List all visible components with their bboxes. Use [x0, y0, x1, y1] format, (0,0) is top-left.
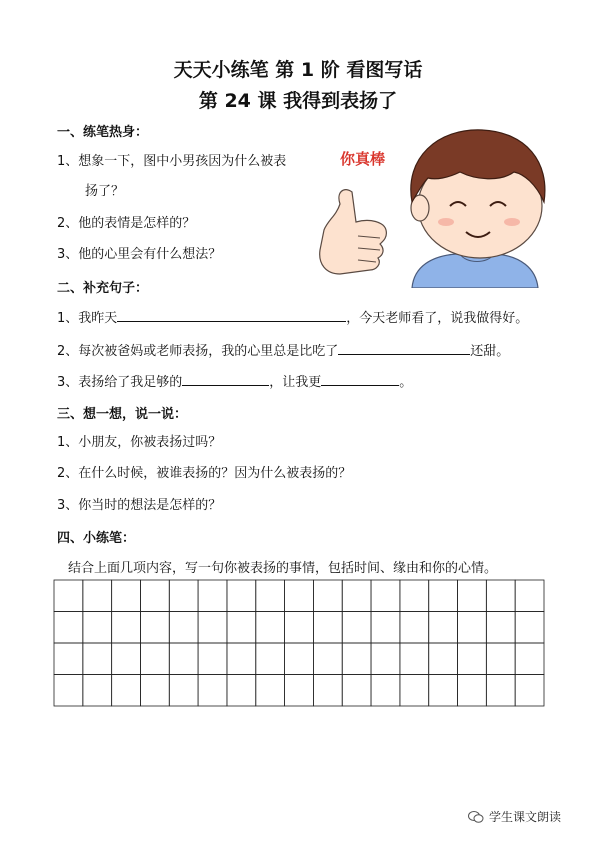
s2-s3-before: 3、表扬给了我足够的: [57, 375, 183, 390]
grid-cell[interactable]: [458, 612, 487, 644]
worksheet-title: 天天小练笔 第 1 阶 看图写话: [173, 59, 423, 81]
grid-cell[interactable]: [285, 580, 314, 612]
grid-cell[interactable]: [169, 675, 198, 707]
grid-cell[interactable]: [515, 643, 544, 675]
s1-question-2: 2、他的表情是怎样的？: [57, 216, 196, 231]
grid-cell[interactable]: [83, 643, 112, 675]
grid-cell[interactable]: [313, 675, 342, 707]
grid-cell[interactable]: [429, 643, 458, 675]
blank-1[interactable]: [117, 308, 346, 322]
grid-cell[interactable]: [515, 580, 544, 612]
grid-cell[interactable]: [83, 675, 112, 707]
grid-cell[interactable]: [198, 580, 227, 612]
grid-cell[interactable]: [83, 612, 112, 644]
grid-cell[interactable]: [486, 612, 515, 644]
grid-cell[interactable]: [112, 643, 141, 675]
grid-cell[interactable]: [313, 643, 342, 675]
grid-cell[interactable]: [486, 580, 515, 612]
grid-cell[interactable]: [140, 643, 169, 675]
grid-cell[interactable]: [169, 580, 198, 612]
grid-cell[interactable]: [54, 580, 83, 612]
grid-cell[interactable]: [256, 612, 285, 644]
grid-cell[interactable]: [429, 612, 458, 644]
writing-grid[interactable]: [53, 579, 545, 711]
grid-cell[interactable]: [400, 643, 429, 675]
grid-cell[interactable]: [112, 580, 141, 612]
blank-3[interactable]: [182, 372, 269, 386]
grid-cell[interactable]: [458, 580, 487, 612]
grid-cell[interactable]: [342, 580, 371, 612]
s2-s1-before: 1、我昨天: [57, 311, 118, 326]
grid-cell[interactable]: [486, 643, 515, 675]
section1-heading: 一、练笔热身：: [57, 125, 149, 140]
lesson-title: 第 24 课 我得到表扬了: [198, 90, 398, 112]
grid-cell[interactable]: [256, 643, 285, 675]
section2-heading: 二、补充句子：: [57, 281, 149, 296]
watermark: [468, 808, 561, 825]
praised-boy-illustration: [300, 118, 550, 292]
grid-cell[interactable]: [342, 643, 371, 675]
grid-cell[interactable]: [169, 612, 198, 644]
s2-sentence-1: [57, 307, 528, 326]
watermark-text: 学生课文朗读: [489, 810, 562, 824]
grid-cell[interactable]: [400, 580, 429, 612]
grid-cell[interactable]: [342, 612, 371, 644]
grid-cell[interactable]: [429, 580, 458, 612]
grid-cell[interactable]: [371, 675, 400, 707]
grid-cell[interactable]: [285, 643, 314, 675]
section4-heading: 四、小练笔：: [57, 531, 136, 546]
grid-cell[interactable]: [227, 580, 256, 612]
grid-cell[interactable]: [227, 643, 256, 675]
section3-heading: 三、想一想，说一说：: [57, 407, 188, 422]
grid-cell[interactable]: [198, 643, 227, 675]
grid-cell[interactable]: [227, 675, 256, 707]
grid-cell[interactable]: [256, 675, 285, 707]
s1-question-1-cont: 扬了？: [85, 184, 125, 199]
grid-cell[interactable]: [486, 675, 515, 707]
s2-s2-after: 还甜。: [470, 344, 510, 359]
grid-cell[interactable]: [83, 580, 112, 612]
grid-cell[interactable]: [54, 675, 83, 707]
s3-question-1: 1、小朋友，你被表扬过吗？: [57, 435, 222, 450]
grid-cell[interactable]: [54, 612, 83, 644]
grid-cell[interactable]: [342, 675, 371, 707]
grid-cell[interactable]: [371, 580, 400, 612]
grid-cell[interactable]: [227, 612, 256, 644]
grid-cell[interactable]: [400, 612, 429, 644]
s2-sentence-3: [57, 371, 412, 390]
grid-cell[interactable]: [515, 675, 544, 707]
grid-cell[interactable]: [198, 612, 227, 644]
s2-s3-after: 。: [399, 375, 413, 390]
grid-cell[interactable]: [371, 643, 400, 675]
grid-cell[interactable]: [429, 675, 458, 707]
grid-cell[interactable]: [515, 612, 544, 644]
grid-cell[interactable]: [313, 612, 342, 644]
grid-cell[interactable]: [371, 612, 400, 644]
thumbs-up-icon: [320, 190, 387, 274]
grid-cell[interactable]: [256, 580, 285, 612]
grid-cell[interactable]: [285, 675, 314, 707]
grid-cell[interactable]: [112, 612, 141, 644]
grid-cell[interactable]: [112, 675, 141, 707]
s3-question-2: 2、在什么时候，被谁表扬的？因为什么被表扬的？: [57, 466, 352, 481]
wechat-icon: [468, 810, 484, 824]
grid-cell[interactable]: [198, 675, 227, 707]
blank-2[interactable]: [338, 341, 470, 355]
s3-question-3: 3、你当时的想法是怎样的？: [57, 498, 222, 513]
grid-cell[interactable]: [313, 580, 342, 612]
image-caption: 你真棒: [340, 151, 386, 168]
s1-question-1: 1、想象一下，图中小男孩因为什么被表: [57, 154, 287, 169]
s2-s1-after: ，今天老师看了，说我做得好。: [346, 311, 529, 326]
grid-cell[interactable]: [140, 675, 169, 707]
grid-cell[interactable]: [140, 612, 169, 644]
s4-instruction: 结合上面几项内容，写一句你被表扬的事情，包括时间、缘由和你的心情。: [68, 561, 498, 576]
grid-cell[interactable]: [285, 612, 314, 644]
grid-cell[interactable]: [169, 643, 198, 675]
grid-cell[interactable]: [54, 643, 83, 675]
grid-cell[interactable]: [140, 580, 169, 612]
s1-question-3: 3、他的心里会有什么想法？: [57, 247, 222, 262]
grid-cell[interactable]: [400, 675, 429, 707]
blank-4[interactable]: [321, 372, 399, 386]
s2-sentence-2: [57, 340, 509, 359]
grid-cell[interactable]: [458, 675, 487, 707]
s2-s3-middle: ，让我更: [269, 375, 322, 390]
grid-cell[interactable]: [458, 643, 487, 675]
s2-s2-before: 2、每次被爸妈或老师表扬，我的心里总是比吃了: [57, 344, 339, 359]
